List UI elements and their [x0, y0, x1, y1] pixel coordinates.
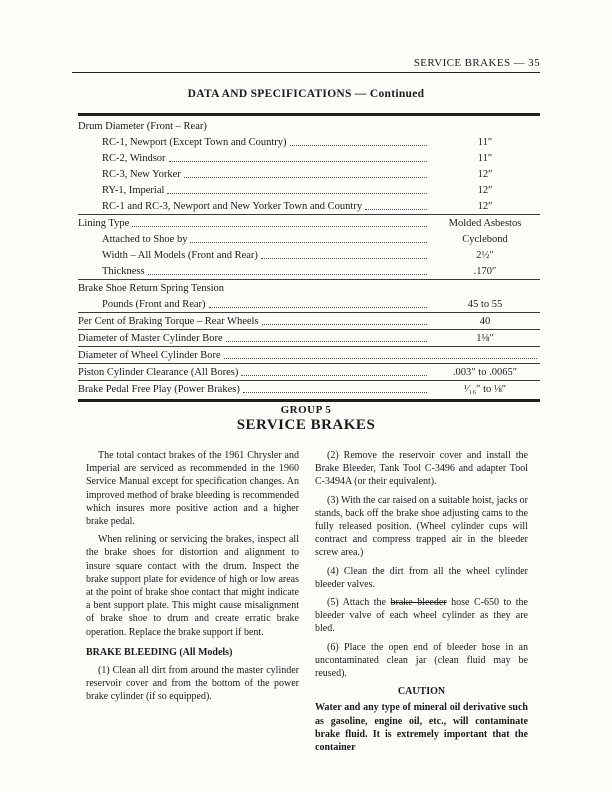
spec-row: [78, 296, 540, 312]
left-column: [86, 449, 299, 759]
spec-value: 11″: [477, 152, 493, 164]
spec-row: [78, 134, 540, 150]
spec-value: Molded Asbestos: [448, 217, 522, 229]
spec-label: Piston Cylinder Clearance (All Bores): [78, 366, 239, 378]
spec-label: Brake Shoe Return Spring Tension: [78, 282, 225, 294]
spec-group: [78, 214, 540, 279]
spec-value: .003″ to .0065″: [452, 366, 518, 378]
spec-value: 12″: [477, 168, 493, 180]
paragraph: When relining or servicing the brakes, inspect all the brake shoes for distortion and alignment to insure square contact with the drum. Inspect the brake support plate for evidence of high or low areas at the point of brake shoe contact that might indicate a bent support plate. This might cause misalignment of brake shoe to drum and create erratic brake operation. Replace the brake support if bent.: [86, 534, 299, 638]
paragraph: (5) Attach the brake bleeder hose C-650 to the bleeder valve of each wheel cylinder as they are bled.: [315, 597, 528, 635]
spec-row: [78, 182, 540, 198]
spec-value: .170″: [473, 265, 497, 277]
right-column: [315, 449, 528, 759]
spec-row: [78, 198, 540, 214]
spec-table: [78, 113, 540, 402]
spec-row: [78, 313, 540, 329]
dotted-leader: [167, 193, 427, 194]
spec-label: Diameter of Wheel Cylinder Bore: [78, 349, 221, 361]
spec-value: 2½″: [476, 249, 494, 261]
spec-value: 1⅛″: [476, 332, 494, 344]
caution-paragraph: Water and any type of mineral oil derivative such as gasoline, engine oil, etc., will contaminate brake fluid. It is extremely important that the container: [315, 702, 528, 754]
dotted-leader: [290, 145, 427, 146]
spec-row: [78, 381, 540, 397]
spec-label: RY-1, Imperial: [102, 184, 165, 196]
spec-label: Pounds (Front and Rear): [102, 298, 206, 310]
dotted-leader: [148, 274, 427, 275]
dotted-leader: [241, 375, 427, 376]
section-heading: BRAKE BLEEDING (All Models): [86, 646, 233, 658]
paragraph: (2) Remove the reservoir cover and install the Brake Bleeder, Tank Tool C-3496 and adapter Tool C-3494A (or their equivalent).: [315, 450, 528, 488]
spec-value: 12″: [477, 184, 493, 196]
spec-row: [78, 263, 540, 279]
spec-row: [78, 150, 540, 166]
running-header: SERVICE BRAKES — 35: [72, 57, 540, 73]
spec-row: [78, 364, 540, 380]
spec-row: [78, 280, 540, 296]
dotted-leader: [261, 258, 427, 259]
spec-label: RC-2, Windsor: [102, 152, 166, 164]
dotted-leader: [224, 358, 537, 359]
spec-label: Drum Diameter (Front – Rear): [78, 120, 207, 132]
spec-group: [78, 118, 540, 214]
spec-group: [78, 279, 540, 312]
spec-section-title: DATA AND SPECIFICATIONS — Continued: [187, 88, 425, 100]
spec-group: [78, 329, 540, 346]
spec-label: Lining Type: [78, 217, 130, 229]
dotted-leader: [365, 209, 427, 210]
dotted-leader: [169, 161, 427, 162]
dotted-leader: [190, 242, 427, 243]
group-title: SERVICE BRAKES: [236, 417, 376, 433]
spec-label: RC-1 and RC-3, Newport and New Yorker Town and Country: [102, 200, 363, 212]
spec-row: [78, 347, 540, 363]
struck-text: brake bleeder: [390, 597, 447, 609]
spec-group: [78, 363, 540, 380]
dotted-leader: [132, 226, 427, 227]
paragraph: (4) Clean the dirt from all the wheel cylinder bleeder valves.: [315, 565, 528, 590]
spec-group: [78, 380, 540, 397]
spec-row: [78, 231, 540, 247]
spec-value: Cyclebond: [462, 233, 508, 245]
paragraph: (1) Clean all dirt from around the master cylinder reservoir cover and from the bottom of the power brake cylinder (if so equipped).: [86, 665, 299, 703]
spec-value: 45 to 55: [467, 298, 503, 310]
spec-row: [78, 215, 540, 231]
spec-value: 40: [479, 315, 491, 327]
spec-label: RC-1, Newport (Except Town and Country): [102, 136, 287, 148]
spec-label: Width – All Models (Front and Rear): [102, 249, 258, 261]
spec-row: [78, 118, 540, 134]
spec-row: [78, 247, 540, 263]
paragraph: The total contact brakes of the 1961 Chrysler and Imperial are serviced as recommended in the 1960 Service Manual except for specification changes. An improved method of brake bleeding is recommended which insures more positive action and a higher brake pedal.: [86, 450, 299, 528]
paragraph: (3) With the car raised on a suitable hoist, jacks or stands, back off the brake shoe adjusting cams to the fully released position. (Wheel cylinder cups will contract and compress trapped air in the bleeder screw area.): [315, 494, 528, 559]
spec-value: 11″: [477, 136, 493, 148]
body-columns: [86, 449, 528, 759]
spec-value: ¹⁄₁₆″ to ⅛″: [463, 383, 507, 395]
dotted-leader: [184, 177, 427, 178]
spec-label: Attached to Shoe by: [102, 233, 188, 245]
dotted-leader: [209, 307, 427, 308]
group-number-label: GROUP 5: [280, 404, 332, 416]
spec-row: [78, 330, 540, 346]
spec-label: Brake Pedal Free Play (Power Brakes): [78, 383, 240, 395]
spec-row: [78, 166, 540, 182]
spec-label: Diameter of Master Cylinder Bore: [78, 332, 223, 344]
spec-label: RC-3, New Yorker: [102, 168, 181, 180]
spec-value: 12″: [477, 200, 493, 212]
paragraph: (6) Place the open end of bleeder hose in an uncontaminated clean jar (clean fluid may be reused).: [315, 641, 528, 680]
caution-heading: CAUTION: [397, 686, 446, 698]
spec-group: [78, 312, 540, 329]
dotted-leader: [262, 324, 427, 325]
spec-label: Per Cent of Braking Torque – Rear Wheels: [78, 315, 259, 327]
spec-label: Thickness: [102, 265, 145, 277]
dotted-leader: [226, 341, 427, 342]
spec-group: [78, 346, 540, 363]
dotted-leader: [243, 392, 427, 393]
